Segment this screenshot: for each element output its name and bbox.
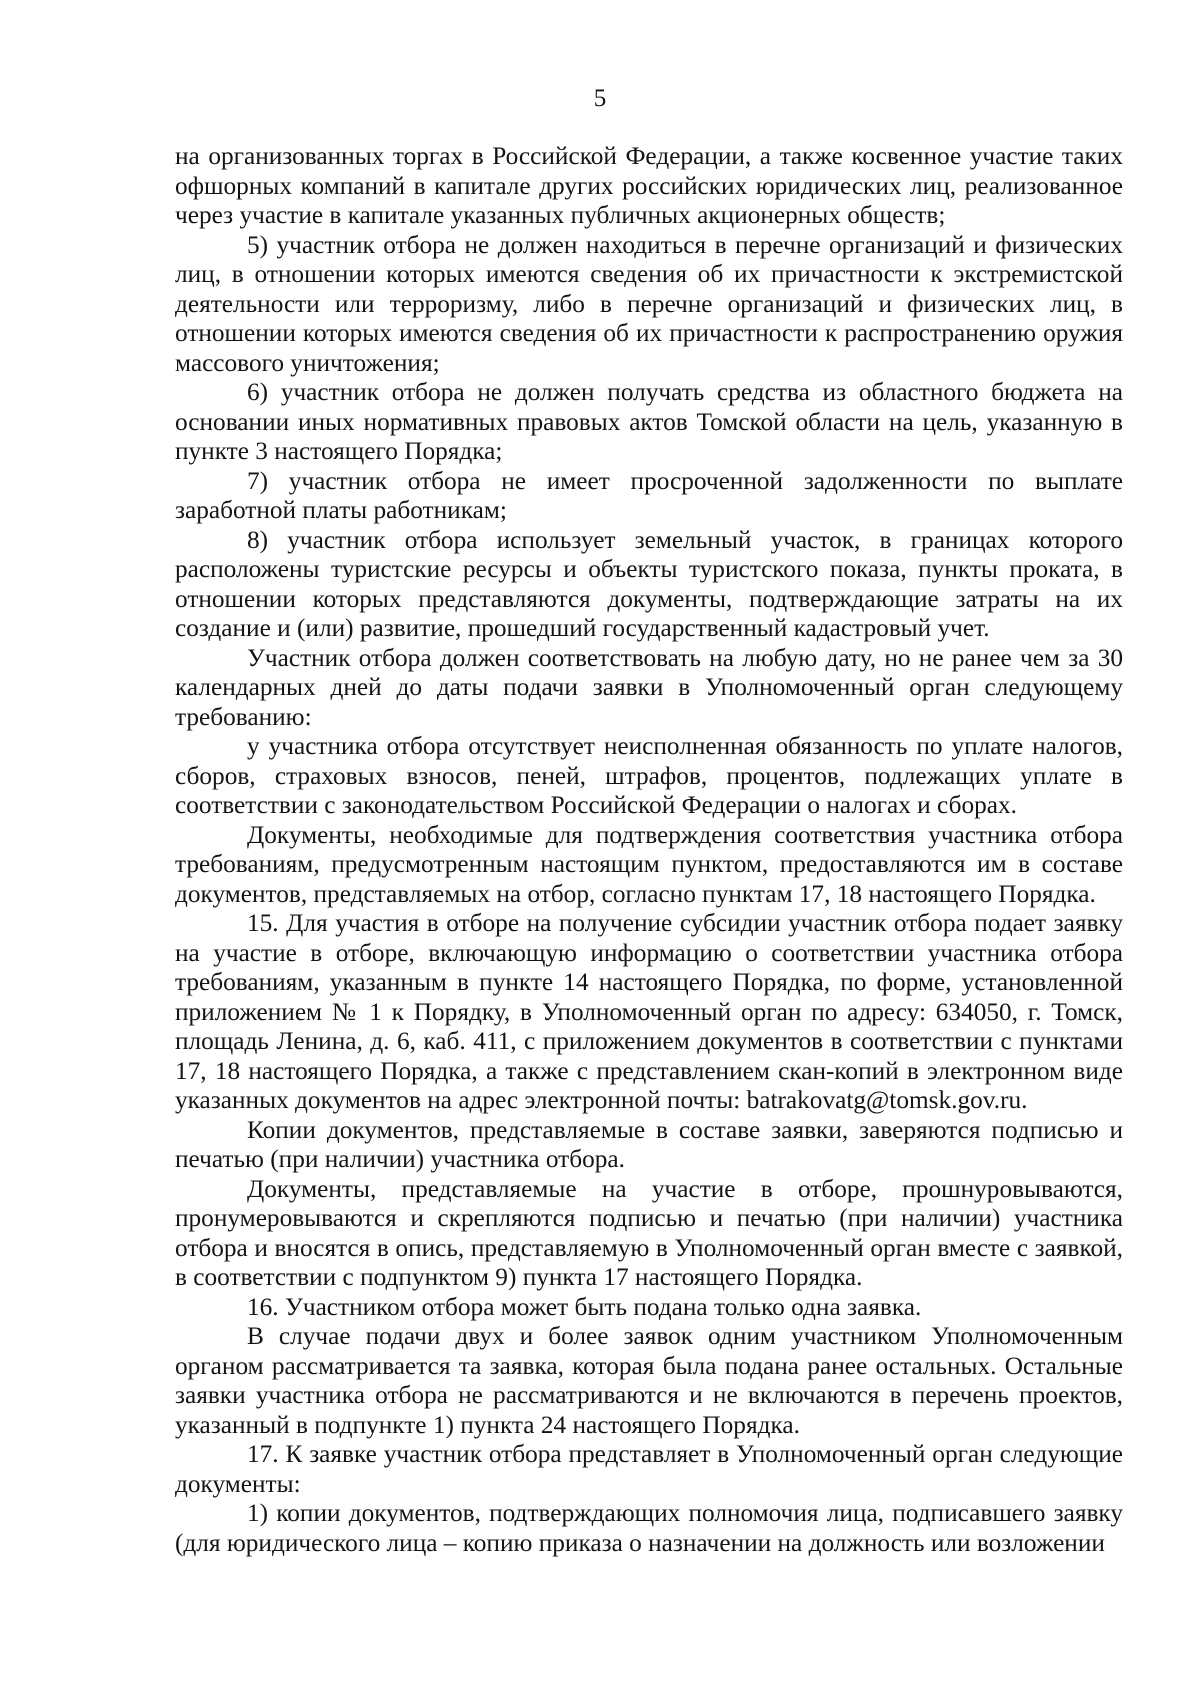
paragraph-clause-15: 15. Для участия в отборе на получение субсидии участник отбора подает заявку на участие в отборе, включающую информацию о соответствии участника отбора требованиям, указанным в пункте 14 настоящего Порядка, по форме, установленной приложением № 1 к Порядку, в Уполномоченный орган по адресу: 634050, г. Томск, площадь Ленина, д. 6, каб. 411, с приложением документов в соответствии с пунктами 17, 18 настоящего Порядка, а также с представлением скан-копий в электронном виде указанных документов на адрес электронной почты: batrakovatg@tomsk.gov.ru. (175, 909, 1123, 1114)
paragraph-multiple-applications: В случае подачи двух и более заявок одним участником Уполномоченным органом рассматривается та заявка, которая была подана ранее остальных. Остальные заявки участника отбора не рассматриваются и не включаются в перечень проектов, указанный в подпункте 1) пункта 24 настоящего Порядка. (175, 1322, 1123, 1439)
paragraph-item-6: 6) участник отбора не должен получать средства из областного бюджета на основании иных нормативных правовых актов Томской области на цель, указанную в пункте 3 настоящего Порядка; (175, 378, 1123, 465)
paragraph-continuation: на организованных торгах в Российской Федерации, а также косвенное участие таких офшорных компаний в капитале других российских юридических лиц, реализованное через участие в капитале указанных публичных акционерных обществ; (175, 142, 1123, 229)
page-number: 5 (593, 85, 607, 112)
paragraph-item-5: 5) участник отбора не должен находиться в перечне организаций и физических лиц, в отношении которых имеются сведения об их причастности к экстремистской деятельности или терроризму, либо в перечне организаций и физических лиц, в отношении которых имеются сведения об их причастности к распространению оружия массового уничтожения; (175, 230, 1123, 377)
document-body (175, 142, 1123, 1558)
paragraph-clause-17-item-1: 1) копии документов, подтверждающих полномочия лица, подписавшего заявку (для юридического лица – копию приказа о назначении на должность или возложении (175, 1499, 1123, 1557)
paragraph-copies-certification: Копии документов, представляемые в составе заявки, заверяются подписью и печатью (при наличии) участника отбора. (175, 1115, 1123, 1173)
paragraph-clause-17: 17. К заявке участник отбора представляет в Уполномоченный орган следующие документы: (175, 1440, 1123, 1498)
paragraph-item-8: 8) участник отбора использует земельный участок, в границах которого расположены туристские ресурсы и объекты туристского показа, пункты проката, в отношении которых представляются документы, подтверждающие затраты на их создание и (или) развитие, прошедший государственный кадастровый учет. (175, 525, 1123, 642)
paragraph-item-7: 7) участник отбора не имеет просроченной задолженности по выплате заработной платы работникам; (175, 466, 1123, 524)
paragraph-tax-requirement: у участника отбора отсутствует неисполненная обязанность по уплате налогов, сборов, страховых взносов, пеней, штрафов, процентов, подлежащих уплате в соответствии с законодательством Российской Федерации о налогах и сборах. (175, 732, 1123, 819)
paragraph-clause-16: 16. Участником отбора может быть подана только одна заявка. (247, 1292, 922, 1321)
paragraph-requirement-intro: Участник отбора должен соответствовать на любую дату, но не ранее чем за 30 календарных дней до даты подачи заявки в Уполномоченный орган следующему требованию: (175, 643, 1123, 731)
paragraph-documents-binding: Документы, представляемые на участие в отборе, прошнуровываются, пронумеровываются и скрепляются подписью и печатью (при наличии) участника отбора и вносятся в опись, представляемую в Уполномоченный орган вместе с заявкой, в соответствии с подпунктом 9) пункта 17 настоящего Порядка. (175, 1174, 1123, 1291)
paragraph-documents-confirmation: Документы, необходимые для подтверждения соответствия участника отбора требованиям, предусмотренным настоящим пунктом, предоставляются им в составе документов, представляемых на отбор, согласно пунктам 17, 18 настоящего Порядка. (175, 820, 1123, 908)
